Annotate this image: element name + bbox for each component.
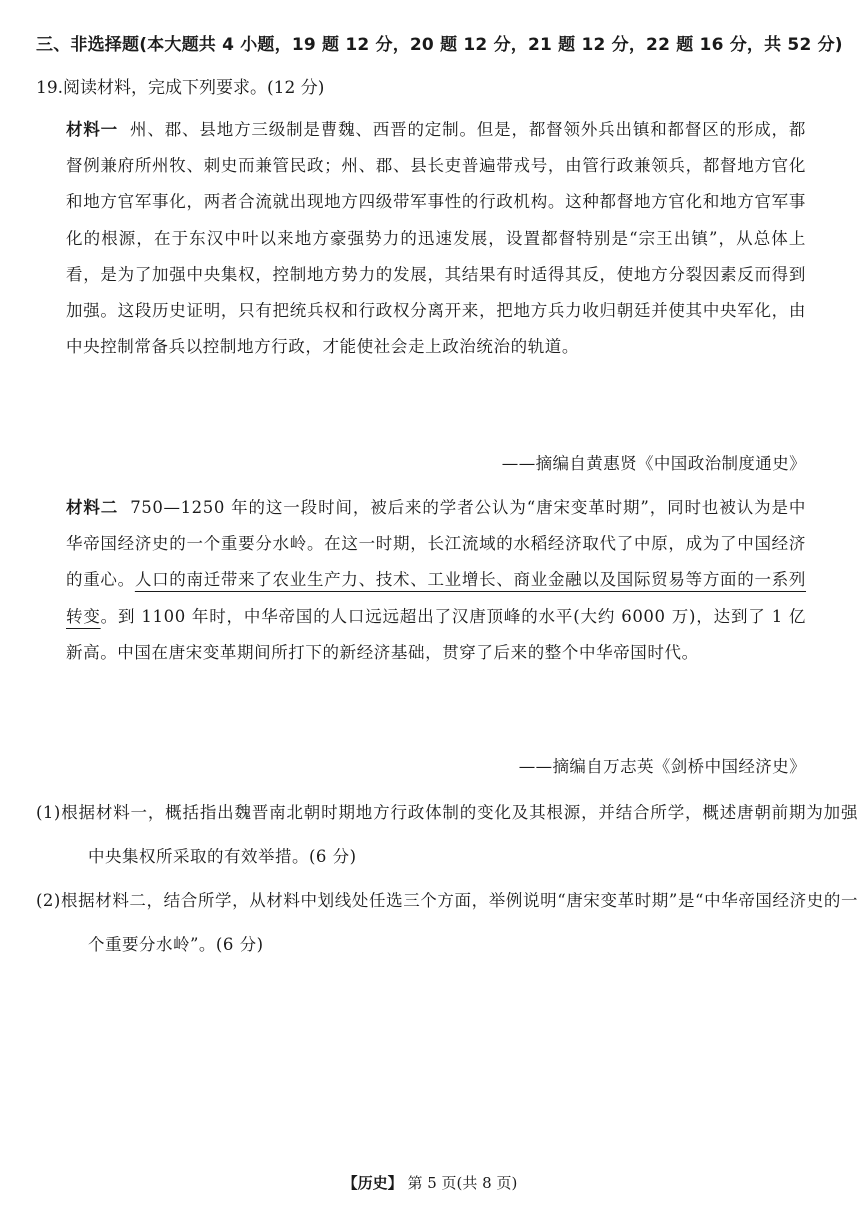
footer-page-number: 第 5 页(共 8 页)	[407, 1174, 518, 1192]
material-one-source: ——摘编自黄惠贤《中国政治制度通史》	[501, 454, 806, 473]
question-header: 19.阅读材料，完成下列要求。(12 分)	[36, 78, 325, 98]
page-footer	[0, 1172, 860, 1193]
material-one-text: 州、郡、县地方三级制是曹魏、西晋的定制。但是，都督领外兵出镇和都督区的形成，都督例兼府所州牧、刺史而兼管民政；州、郡、县长吏普遍带戎号，由管行政兼领兵，都督地方官化和地方官军事化，两者合流就出现地方四级带军事性的行政机构。这种都督地方官化和地方官军事化的根源，在于东汉中叶以来地方豪强势力的迅速发展，设置都督特别是“宗王出镇”，从总体上看，是为了加强中央集权，控制地方势力的发展，其结果有时适得其反，使地方分裂因素反而得到加强。这段历史证明，只有把统兵权和行政权分离开来，把地方兵力收归朝廷并使其中央军化，由中央控制常备兵以控制地方行政，才能使社会走上政治统治的轨道。	[66, 120, 806, 357]
material-one-label: 材料一	[66, 120, 119, 139]
sub-question-1: (1)根据材料一，概括指出魏晋南北朝时期地方行政体制的变化及其根源，并结合所学，概述唐朝前期为加强中央集权所采取的有效举措。(6 分)	[36, 803, 858, 866]
sub-question-2: (2)根据材料二，结合所学，从材料中划线处任选三个方面，举例说明“唐宋变革时期”是“中华帝国经济史的一个重要分水岭”。(6 分)	[36, 891, 858, 954]
material-two-source: ——摘编自万志英《剑桥中国经济史》	[518, 757, 806, 776]
section-heading: 三、非选择题(本大题共 4 小题，19 题 12 分，20 题 12 分，21 题 12 分，22 题 16 分，共 52 分)	[36, 35, 843, 55]
material-two	[66, 490, 806, 671]
material-one	[66, 112, 806, 365]
material-two-text-after: 。到 1100 年时，中华帝国的人口远远超出了汉唐顶峰的水平(大约 6000 万)，达到了 1 亿新高。中国在唐宋变革期间所打下的新经济基础，贯穿了后来的整个中华帝国时代。	[66, 606, 806, 662]
footer-subject: 【历史】	[342, 1174, 403, 1192]
material-two-label: 材料二	[66, 498, 119, 517]
material-two-underlined-text: 人口的南迁带来了农业生产力、技术、工业增长、商业金融以及国际贸易等方面的一系列转变	[66, 570, 807, 626]
material-two-text-before: 750—1250 年的这一段时间，被后来的学者公认为“唐宋变革时期”，同时也被认为是中华帝国经济史的一个重要分水岭。在这一时期，长江流域的水稻经济取代了中原，成为了中国经济的重心。	[66, 498, 806, 590]
